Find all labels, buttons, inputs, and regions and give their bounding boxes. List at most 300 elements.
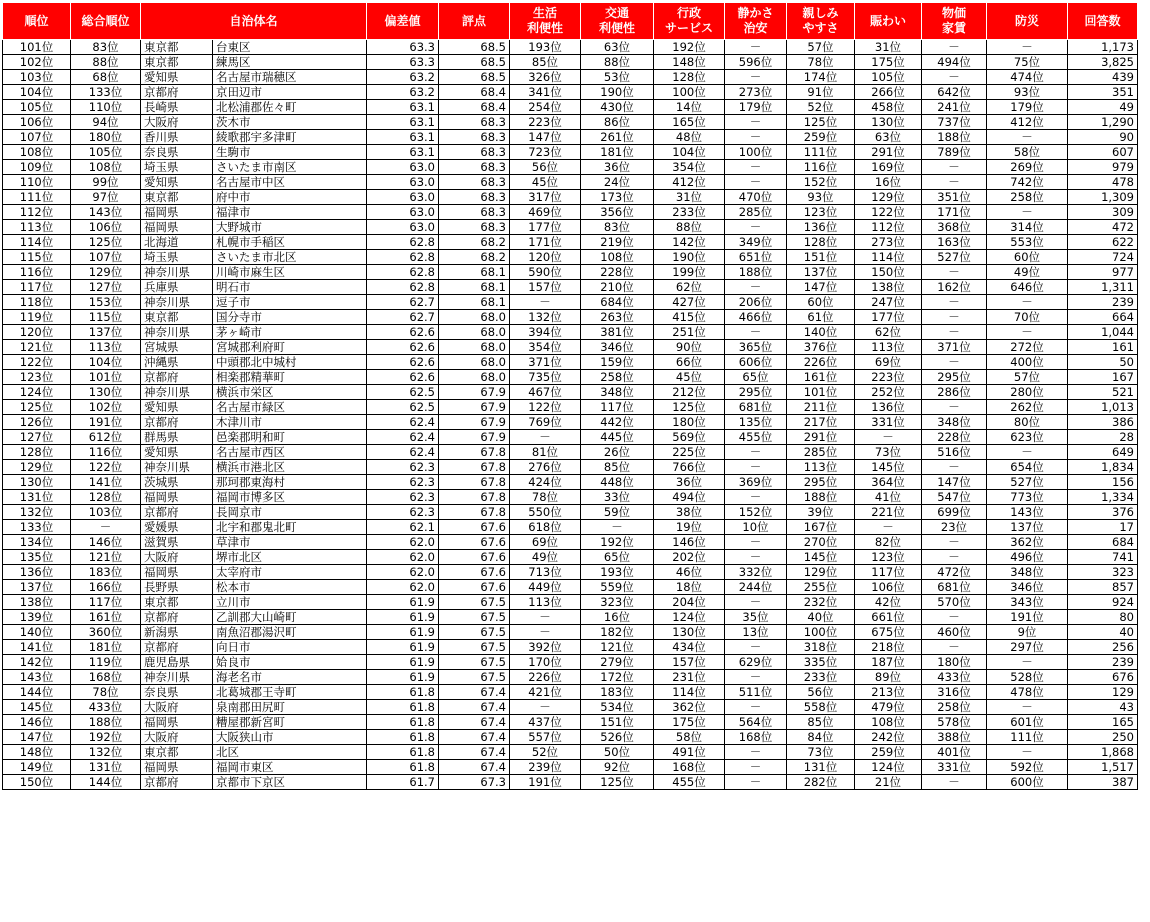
cell-prefecture: 福岡県: [141, 205, 213, 220]
cell-score: 67.5: [439, 625, 510, 640]
table-row: [3, 760, 1138, 775]
cell-disaster: 280位: [987, 385, 1068, 400]
cell-living: 81位: [510, 445, 581, 460]
cell-overall-rank: 166位: [71, 580, 141, 595]
cell-disaster: 362位: [987, 535, 1068, 550]
cell-living: 326位: [510, 70, 581, 85]
cell-rank: 108位: [3, 145, 71, 160]
cell-prefecture: 新潟県: [141, 625, 213, 640]
cell-living: 354位: [510, 340, 581, 355]
cell-quiet-safety: 332位: [725, 565, 787, 580]
cell-liveliness: 177位: [855, 310, 922, 325]
cell-overall-rank: 141位: [71, 475, 141, 490]
cell-quiet-safety: －: [725, 175, 787, 190]
table-row: [3, 745, 1138, 760]
cell-rank: 106位: [3, 115, 71, 130]
cell-responses: 1,290: [1068, 115, 1138, 130]
cell-score: 67.8: [439, 505, 510, 520]
cell-city: 中頭郡北中城村: [213, 355, 367, 370]
cell-transport: 117位: [581, 400, 654, 415]
cell-quiet-safety: 13位: [725, 625, 787, 640]
cell-prices-rent: 460位: [922, 625, 987, 640]
cell-transport: 173位: [581, 190, 654, 205]
cell-living: 469位: [510, 205, 581, 220]
cell-transport: 159位: [581, 355, 654, 370]
cell-admin: 157位: [654, 655, 725, 670]
cell-transport: －: [581, 520, 654, 535]
cell-friendliness: 255位: [787, 580, 855, 595]
cell-overall-rank: 110位: [71, 100, 141, 115]
cell-overall-rank: 360位: [71, 625, 141, 640]
cell-transport: 263位: [581, 310, 654, 325]
cell-prefecture: 神奈川県: [141, 385, 213, 400]
cell-transport: 448位: [581, 475, 654, 490]
cell-responses: 43: [1068, 700, 1138, 715]
cell-city: 糟屋郡新宮町: [213, 715, 367, 730]
cell-transport: 182位: [581, 625, 654, 640]
cell-disaster: 601位: [987, 715, 1068, 730]
cell-overall-rank: 181位: [71, 640, 141, 655]
cell-living: 424位: [510, 475, 581, 490]
cell-score: 68.0: [439, 340, 510, 355]
cell-transport: 559位: [581, 580, 654, 595]
cell-rank: 123位: [3, 370, 71, 385]
cell-city: 長岡京市: [213, 505, 367, 520]
cell-disaster: 57位: [987, 370, 1068, 385]
cell-liveliness: 331位: [855, 415, 922, 430]
cell-admin: 124位: [654, 610, 725, 625]
cell-prices-rent: －: [922, 610, 987, 625]
cell-disaster: 527位: [987, 475, 1068, 490]
cell-rank: 112位: [3, 205, 71, 220]
header-admin-services: 行政 サービス: [654, 3, 725, 40]
cell-rank: 134位: [3, 535, 71, 550]
cell-admin: 362位: [654, 700, 725, 715]
cell-prefecture: 京都府: [141, 610, 213, 625]
cell-deviation: 62.8: [367, 265, 439, 280]
cell-living: 191位: [510, 775, 581, 790]
cell-living: 394位: [510, 325, 581, 340]
cell-liveliness: 150位: [855, 265, 922, 280]
cell-living: 157位: [510, 280, 581, 295]
cell-prefecture: 埼玉県: [141, 250, 213, 265]
cell-deviation: 61.9: [367, 610, 439, 625]
cell-deviation: 61.8: [367, 745, 439, 760]
cell-overall-rank: 143位: [71, 205, 141, 220]
table-row: [3, 295, 1138, 310]
table-row: [3, 715, 1138, 730]
cell-responses: 1,309: [1068, 190, 1138, 205]
cell-liveliness: 112位: [855, 220, 922, 235]
cell-quiet-safety: 35位: [725, 610, 787, 625]
cell-transport: 430位: [581, 100, 654, 115]
header-row: [3, 3, 1138, 40]
cell-deviation: 63.0: [367, 220, 439, 235]
table-row: [3, 325, 1138, 340]
cell-prices-rent: 433位: [922, 670, 987, 685]
cell-living: 618位: [510, 520, 581, 535]
cell-friendliness: 295位: [787, 475, 855, 490]
cell-deviation: 62.6: [367, 355, 439, 370]
cell-transport: 121位: [581, 640, 654, 655]
cell-prices-rent: 494位: [922, 55, 987, 70]
cell-deviation: 62.5: [367, 400, 439, 415]
cell-prefecture: 沖縄県: [141, 355, 213, 370]
cell-friendliness: 131位: [787, 760, 855, 775]
cell-transport: 16位: [581, 610, 654, 625]
cell-living: 317位: [510, 190, 581, 205]
cell-city: 太宰府市: [213, 565, 367, 580]
cell-deviation: 63.0: [367, 190, 439, 205]
cell-admin: 130位: [654, 625, 725, 640]
cell-score: 67.6: [439, 550, 510, 565]
cell-score: 67.5: [439, 670, 510, 685]
cell-overall-rank: 129位: [71, 265, 141, 280]
cell-score: 67.4: [439, 760, 510, 775]
cell-disaster: 496位: [987, 550, 1068, 565]
cell-admin: 175位: [654, 715, 725, 730]
cell-admin: 104位: [654, 145, 725, 160]
cell-friendliness: 129位: [787, 565, 855, 580]
cell-prefecture: 福岡県: [141, 490, 213, 505]
cell-liveliness: 89位: [855, 670, 922, 685]
cell-quiet-safety: 100位: [725, 145, 787, 160]
cell-admin: 58位: [654, 730, 725, 745]
cell-transport: 526位: [581, 730, 654, 745]
cell-liveliness: 114位: [855, 250, 922, 265]
cell-rank: 128位: [3, 445, 71, 460]
cell-overall-rank: 68位: [71, 70, 141, 85]
cell-disaster: 137位: [987, 520, 1068, 535]
header-friendliness: 親しみ やすさ: [787, 3, 855, 40]
cell-living: 69位: [510, 535, 581, 550]
cell-responses: 323: [1068, 565, 1138, 580]
cell-rank: 103位: [3, 70, 71, 85]
table-row: [3, 685, 1138, 700]
cell-friendliness: 161位: [787, 370, 855, 385]
cell-liveliness: 223位: [855, 370, 922, 385]
cell-rank: 125位: [3, 400, 71, 415]
cell-deviation: 61.9: [367, 625, 439, 640]
cell-quiet-safety: －: [725, 445, 787, 460]
cell-admin: 491位: [654, 745, 725, 760]
cell-prefecture: 兵庫県: [141, 280, 213, 295]
cell-overall-rank: 106位: [71, 220, 141, 235]
cell-city: 立川市: [213, 595, 367, 610]
cell-admin: 412位: [654, 175, 725, 190]
table-row: [3, 460, 1138, 475]
cell-transport: 279位: [581, 655, 654, 670]
cell-score: 67.4: [439, 700, 510, 715]
cell-responses: 724: [1068, 250, 1138, 265]
cell-liveliness: 675位: [855, 625, 922, 640]
cell-score: 67.9: [439, 415, 510, 430]
cell-rank: 150位: [3, 775, 71, 790]
cell-transport: 83位: [581, 220, 654, 235]
cell-disaster: 70位: [987, 310, 1068, 325]
cell-liveliness: 16位: [855, 175, 922, 190]
cell-score: 67.8: [439, 445, 510, 460]
cell-overall-rank: 94位: [71, 115, 141, 130]
cell-prices-rent: 516位: [922, 445, 987, 460]
cell-quiet-safety: 606位: [725, 355, 787, 370]
cell-quiet-safety: 295位: [725, 385, 787, 400]
table-row: [3, 355, 1138, 370]
cell-prices-rent: 23位: [922, 520, 987, 535]
cell-score: 68.3: [439, 220, 510, 235]
cell-responses: 664: [1068, 310, 1138, 325]
cell-liveliness: 41位: [855, 490, 922, 505]
cell-prices-rent: 472位: [922, 565, 987, 580]
cell-responses: 28: [1068, 430, 1138, 445]
cell-prices-rent: 171位: [922, 205, 987, 220]
cell-prices-rent: －: [922, 175, 987, 190]
cell-admin: 180位: [654, 415, 725, 430]
cell-score: 68.5: [439, 40, 510, 55]
cell-quiet-safety: 349位: [725, 235, 787, 250]
cell-score: 67.6: [439, 520, 510, 535]
cell-liveliness: 187位: [855, 655, 922, 670]
cell-admin: 569位: [654, 430, 725, 445]
cell-quiet-safety: 168位: [725, 730, 787, 745]
cell-score: 67.4: [439, 715, 510, 730]
cell-friendliness: 101位: [787, 385, 855, 400]
header-quiet-safety: 静かさ 治安: [725, 3, 787, 40]
cell-city: 木津川市: [213, 415, 367, 430]
cell-rank: 122位: [3, 355, 71, 370]
table-row: [3, 145, 1138, 160]
cell-liveliness: 69位: [855, 355, 922, 370]
cell-friendliness: 125位: [787, 115, 855, 130]
cell-score: 68.5: [439, 55, 510, 70]
cell-deviation: 63.1: [367, 130, 439, 145]
table-row: [3, 265, 1138, 280]
cell-city: 逗子市: [213, 295, 367, 310]
cell-friendliness: 217位: [787, 415, 855, 430]
cell-disaster: 314位: [987, 220, 1068, 235]
cell-prices-rent: 188位: [922, 130, 987, 145]
cell-responses: 387: [1068, 775, 1138, 790]
cell-deviation: 62.6: [367, 340, 439, 355]
table-row: [3, 730, 1138, 745]
cell-friendliness: 128位: [787, 235, 855, 250]
cell-responses: 676: [1068, 670, 1138, 685]
cell-score: 68.3: [439, 190, 510, 205]
ranking-table-container: [2, 2, 1138, 790]
cell-quiet-safety: －: [725, 220, 787, 235]
cell-disaster: －: [987, 205, 1068, 220]
cell-responses: 351: [1068, 85, 1138, 100]
cell-score: 67.6: [439, 580, 510, 595]
cell-rank: 147位: [3, 730, 71, 745]
cell-disaster: 179位: [987, 100, 1068, 115]
cell-city: 名古屋市西区: [213, 445, 367, 460]
cell-score: 67.5: [439, 655, 510, 670]
cell-deviation: 63.2: [367, 85, 439, 100]
cell-rank: 118位: [3, 295, 71, 310]
cell-transport: 258位: [581, 370, 654, 385]
cell-rank: 121位: [3, 340, 71, 355]
cell-prefecture: 奈良県: [141, 145, 213, 160]
table-row: [3, 100, 1138, 115]
cell-prices-rent: －: [922, 775, 987, 790]
cell-city: さいたま市南区: [213, 160, 367, 175]
cell-score: 67.3: [439, 775, 510, 790]
cell-admin: 168位: [654, 760, 725, 775]
table-row: [3, 70, 1138, 85]
cell-rank: 111位: [3, 190, 71, 205]
cell-overall-rank: 108位: [71, 160, 141, 175]
cell-rank: 120位: [3, 325, 71, 340]
cell-deviation: 61.9: [367, 655, 439, 670]
cell-prices-rent: 228位: [922, 430, 987, 445]
cell-disaster: 474位: [987, 70, 1068, 85]
cell-friendliness: 335位: [787, 655, 855, 670]
cell-overall-rank: 125位: [71, 235, 141, 250]
cell-prices-rent: 527位: [922, 250, 987, 265]
cell-friendliness: 137位: [787, 265, 855, 280]
cell-disaster: 553位: [987, 235, 1068, 250]
cell-responses: 90: [1068, 130, 1138, 145]
cell-city: 北区: [213, 745, 367, 760]
cell-friendliness: 558位: [787, 700, 855, 715]
cell-admin: 46位: [654, 565, 725, 580]
cell-responses: 1,013: [1068, 400, 1138, 415]
cell-score: 68.3: [439, 205, 510, 220]
cell-disaster: 49位: [987, 265, 1068, 280]
cell-prefecture: 群馬県: [141, 430, 213, 445]
cell-deviation: 62.6: [367, 325, 439, 340]
cell-prefecture: 長野県: [141, 580, 213, 595]
cell-city: 福岡市東区: [213, 760, 367, 775]
cell-deviation: 62.8: [367, 235, 439, 250]
cell-liveliness: 259位: [855, 745, 922, 760]
table-row: [3, 670, 1138, 685]
cell-city: 茨木市: [213, 115, 367, 130]
cell-overall-rank: 102位: [71, 400, 141, 415]
cell-prices-rent: －: [922, 550, 987, 565]
cell-overall-rank: 113位: [71, 340, 141, 355]
cell-disaster: 258位: [987, 190, 1068, 205]
cell-liveliness: 82位: [855, 535, 922, 550]
cell-city: 台東区: [213, 40, 367, 55]
cell-transport: 442位: [581, 415, 654, 430]
cell-city: 福岡市博多区: [213, 490, 367, 505]
cell-prices-rent: 371位: [922, 340, 987, 355]
cell-admin: 415位: [654, 310, 725, 325]
cell-living: 226位: [510, 670, 581, 685]
cell-prices-rent: 180位: [922, 655, 987, 670]
cell-prefecture: 東京都: [141, 190, 213, 205]
table-row: [3, 55, 1138, 70]
cell-overall-rank: 127位: [71, 280, 141, 295]
cell-quiet-safety: 466位: [725, 310, 787, 325]
cell-prices-rent: 163位: [922, 235, 987, 250]
table-row: [3, 535, 1138, 550]
cell-city: 生駒市: [213, 145, 367, 160]
cell-liveliness: 242位: [855, 730, 922, 745]
cell-overall-rank: 78位: [71, 685, 141, 700]
cell-disaster: 272位: [987, 340, 1068, 355]
table-row: [3, 385, 1138, 400]
cell-quiet-safety: －: [725, 760, 787, 775]
cell-prices-rent: 699位: [922, 505, 987, 520]
cell-prices-rent: －: [922, 40, 987, 55]
cell-transport: 193位: [581, 565, 654, 580]
cell-prefecture: 京都府: [141, 370, 213, 385]
cell-transport: 33位: [581, 490, 654, 505]
cell-prefecture: 京都府: [141, 775, 213, 790]
cell-city: 名古屋市中区: [213, 175, 367, 190]
cell-friendliness: 140位: [787, 325, 855, 340]
cell-quiet-safety: 564位: [725, 715, 787, 730]
cell-liveliness: 122位: [855, 205, 922, 220]
cell-transport: 192位: [581, 535, 654, 550]
cell-friendliness: 282位: [787, 775, 855, 790]
header-rank: 順位: [3, 3, 71, 40]
cell-prices-rent: －: [922, 535, 987, 550]
cell-admin: 354位: [654, 160, 725, 175]
cell-prefecture: 神奈川県: [141, 670, 213, 685]
cell-admin: 38位: [654, 505, 725, 520]
cell-prefecture: 愛知県: [141, 445, 213, 460]
cell-overall-rank: 161位: [71, 610, 141, 625]
cell-overall-rank: 122位: [71, 460, 141, 475]
cell-score: 68.3: [439, 115, 510, 130]
cell-quiet-safety: －: [725, 70, 787, 85]
cell-city: 大阪狭山市: [213, 730, 367, 745]
cell-score: 67.9: [439, 400, 510, 415]
cell-friendliness: 60位: [787, 295, 855, 310]
cell-living: 170位: [510, 655, 581, 670]
header-transport-convenience: 交通 利便性: [581, 3, 654, 40]
cell-disaster: 9位: [987, 625, 1068, 640]
cell-admin: 199位: [654, 265, 725, 280]
cell-city: 北葛城郡王寺町: [213, 685, 367, 700]
cell-disaster: 80位: [987, 415, 1068, 430]
cell-friendliness: 116位: [787, 160, 855, 175]
table-row: [3, 550, 1138, 565]
cell-quiet-safety: 369位: [725, 475, 787, 490]
cell-prefecture: 東京都: [141, 745, 213, 760]
cell-prefecture: 神奈川県: [141, 325, 213, 340]
cell-responses: 239: [1068, 295, 1138, 310]
cell-deviation: 62.3: [367, 490, 439, 505]
cell-transport: 172位: [581, 670, 654, 685]
cell-prices-rent: －: [922, 325, 987, 340]
cell-rank: 140位: [3, 625, 71, 640]
cell-responses: 80: [1068, 610, 1138, 625]
cell-disaster: －: [987, 325, 1068, 340]
cell-score: 67.4: [439, 685, 510, 700]
cell-friendliness: 145位: [787, 550, 855, 565]
cell-deviation: 61.9: [367, 670, 439, 685]
cell-rank: 116位: [3, 265, 71, 280]
cell-deviation: 63.2: [367, 70, 439, 85]
cell-score: 68.5: [439, 70, 510, 85]
cell-disaster: 742位: [987, 175, 1068, 190]
cell-transport: 125位: [581, 775, 654, 790]
cell-overall-rank: 117位: [71, 595, 141, 610]
cell-transport: 346位: [581, 340, 654, 355]
cell-responses: 40: [1068, 625, 1138, 640]
cell-quiet-safety: －: [725, 550, 787, 565]
cell-transport: 323位: [581, 595, 654, 610]
cell-liveliness: 458位: [855, 100, 922, 115]
cell-prices-rent: －: [922, 355, 987, 370]
cell-responses: 857: [1068, 580, 1138, 595]
cell-prices-rent: －: [922, 265, 987, 280]
